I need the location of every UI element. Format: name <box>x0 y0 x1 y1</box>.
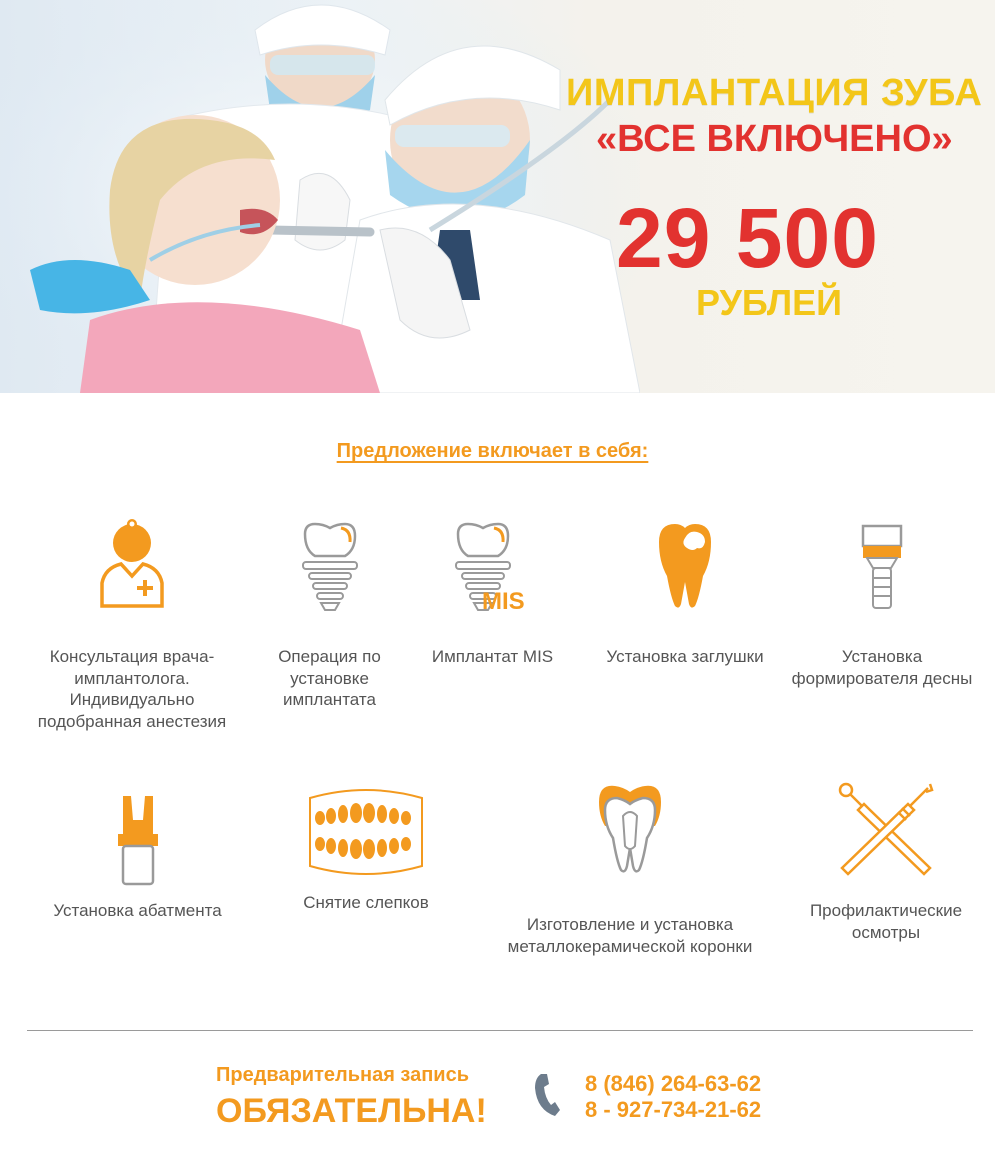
offer-item-label: Установка формирователя десны <box>791 647 973 688</box>
gum-former-icon <box>857 520 907 612</box>
offer-item-gum-former <box>782 520 982 689</box>
offer-item-label: Снятие слепков <box>303 893 429 912</box>
offer-item-crown <box>495 782 765 957</box>
offer-item-cap <box>595 520 775 668</box>
offer-item-label: Операция по установке имплантата <box>278 647 381 709</box>
banner-price: 29 500 <box>616 191 879 285</box>
offer-item-label: Консультация врача-имплантолога. Индивидуально подобранная анестезия <box>37 647 227 731</box>
divider <box>27 1030 973 1031</box>
phone-number-2[interactable]: 8 - 927-734-21-62 <box>585 1097 762 1122</box>
mis-implant-icon <box>452 520 534 612</box>
dental-impression-icon <box>306 786 426 878</box>
dentist-treating-patient-illustration <box>0 0 640 393</box>
offer-item-label: Изготовление и установка металлокерамической коронки <box>507 915 753 956</box>
offer-item-consultation <box>27 518 237 732</box>
offer-item-impression <box>291 786 441 914</box>
offer-title-text: Предложение включает в себя: <box>336 440 649 462</box>
banner-title-line1: ИМПЛАНТАЦИЯ ЗУБА <box>566 72 983 114</box>
doctor-icon <box>97 518 167 610</box>
mis-badge: MIS <box>481 588 525 612</box>
offer-item-label: Имплантат MIS <box>431 647 554 666</box>
offer-item-abutment <box>40 794 235 922</box>
offer-title <box>0 440 985 463</box>
banner-title-line2: «ВСЕ ВКЛЮЧЕНО» <box>596 118 953 160</box>
banner-currency: РУБЛЕЙ <box>696 282 843 323</box>
offer-item-mis-implant <box>420 520 565 668</box>
offer-item-label: Установка заглушки <box>606 647 764 666</box>
tooth-icon <box>655 520 715 612</box>
dental-tools-icon <box>836 780 936 880</box>
crown-icon <box>595 782 665 874</box>
phone-icon <box>533 1072 561 1118</box>
implant-crown-icon <box>299 520 361 612</box>
promo-banner <box>0 0 995 393</box>
offer-item-label: Профилактические осмотры <box>809 901 963 942</box>
booking-required: ОБЯЗАТЕЛЬНА! <box>216 1092 487 1130</box>
offer-item-label: Установка абатмента <box>53 901 222 920</box>
abutment-icon <box>115 794 161 886</box>
offer-item-checkups <box>800 780 972 943</box>
offer-item-operation <box>262 520 397 711</box>
phone-number-1[interactable]: 8 (846) 264-63-62 <box>585 1071 762 1096</box>
booking-note: Предварительная запись <box>216 1064 470 1086</box>
